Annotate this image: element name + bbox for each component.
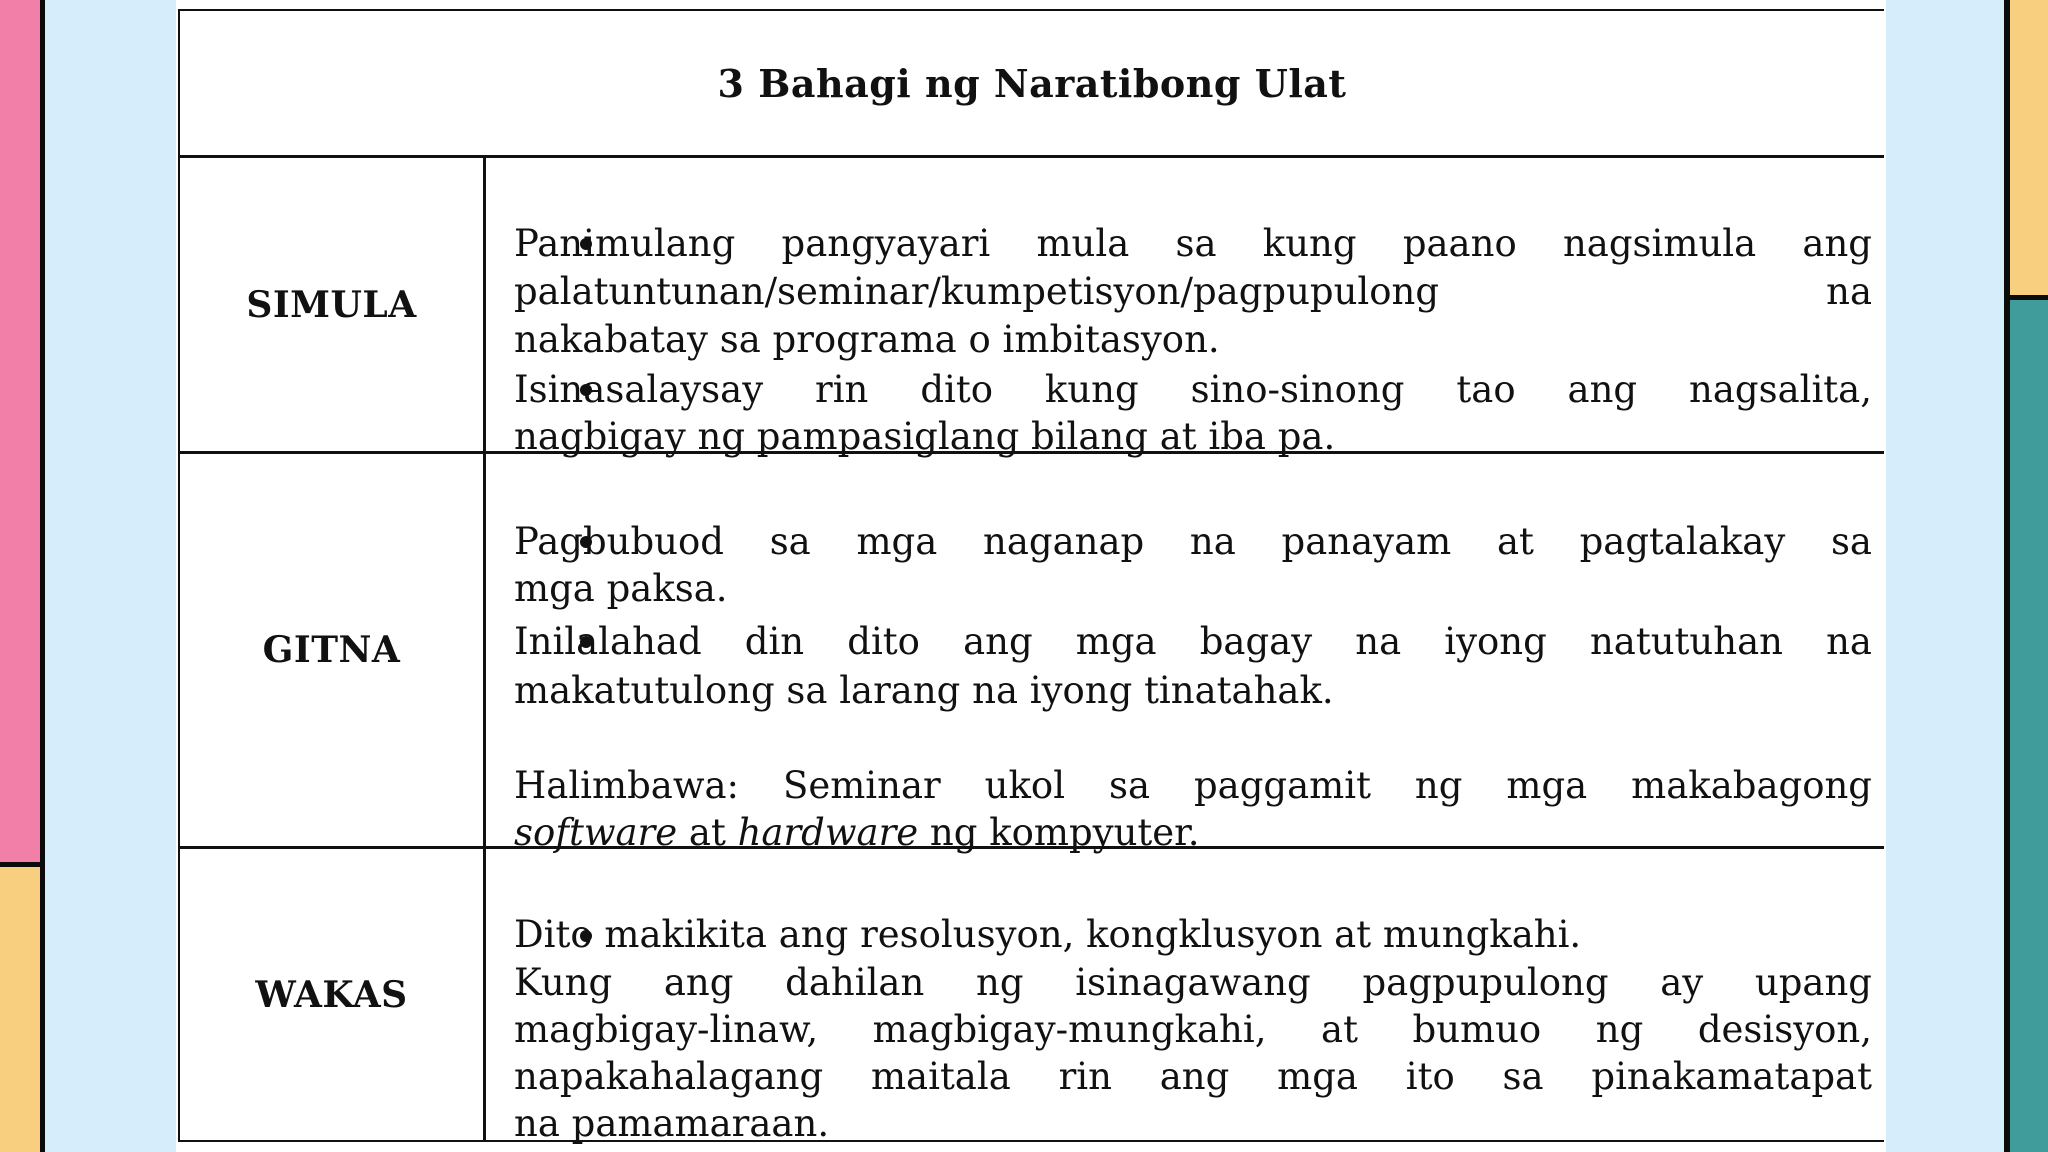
example-mid: at — [677, 811, 738, 854]
text-line-content: Dito makikita ang resolusyon, kongklusyon at mungkahi. — [514, 913, 1582, 956]
teal-side-block — [2010, 300, 2048, 1152]
yellow-side-block-right — [2010, 0, 2048, 296]
label-simula: SIMULA — [180, 158, 486, 451]
yellow-side-block-left — [0, 866, 40, 1152]
text-line — [514, 565, 1872, 613]
text-line — [514, 1053, 1872, 1101]
label-gitna: GITNA — [180, 454, 486, 846]
left-horizontal-line — [0, 862, 45, 867]
text-line — [514, 1006, 1872, 1054]
narrative-report-table — [178, 9, 1884, 1145]
text-line-content: na — [1826, 270, 1872, 313]
text-line-content: magbigay-linaw, magbigay-mungkahi, at bumuo ng desisyon, — [514, 1008, 1872, 1051]
text-line — [514, 220, 1872, 268]
example-software: software — [514, 811, 678, 854]
row-simula — [180, 158, 1884, 458]
text-line-content: mga paksa. — [514, 567, 728, 610]
text-line — [514, 959, 1872, 1007]
example-text: Halimbawa: Seminar ukol sa paggamit ng mga makabagong — [514, 764, 1872, 807]
text-line — [514, 316, 1872, 364]
text-line-content: nakabatay sa programa o imbitasyon. — [514, 318, 1220, 361]
text-line-content: napakahalagang maitala rin ang mga ito sa pinakamatapat — [514, 1055, 1872, 1098]
text-line — [514, 366, 1872, 414]
text-line-content: na pamamaraan. — [514, 1102, 830, 1145]
example-end: ng kompyuter. — [918, 811, 1200, 854]
row-gitna — [180, 454, 1884, 854]
left-divider-line — [40, 0, 45, 1152]
text-line-content: Isinasalaysay rin dito kung sino-sinong tao ang nagsalita, — [514, 368, 1872, 411]
text-line — [514, 268, 1872, 316]
text-line — [514, 618, 1872, 666]
table-title: 3 Bahagi ng Naratibong Ulat — [180, 11, 1884, 158]
text-line-content: Inilalahad din dito ang mga bagay na iyong natutuhan na — [514, 620, 1872, 663]
example-hardware: hardware — [737, 811, 919, 854]
text-line-content: Kung ang dahilan ng isinagawang pagpupulong ay upang — [514, 961, 1872, 1004]
row-wakas — [180, 849, 1884, 1145]
text-line — [514, 518, 1872, 566]
right-divider-line — [2004, 0, 2010, 1152]
pink-side-block — [0, 0, 40, 866]
label-wakas: WAKAS — [180, 849, 486, 1140]
text-line-content: Panimulang pangyayari mula sa kung paano nagsimula ang — [514, 222, 1872, 265]
text-line-content: palatuntunan/seminar/kumpetisyon/pagpupulong — [514, 270, 1440, 313]
text-line — [514, 667, 1872, 715]
text-line — [514, 1100, 1872, 1148]
text-line-content: Pagbubuod sa mga naganap na panayam at pagtalakay sa — [514, 520, 1872, 563]
example-line — [514, 762, 1872, 810]
right-horizontal-line — [2004, 295, 2048, 300]
text-line-content: makatutulong sa larang na iyong tinatahak. — [514, 669, 1334, 712]
text-line — [514, 911, 1872, 959]
text-line-content: nagbigay ng pampasiglang bilang at iba pa. — [514, 415, 1336, 458]
